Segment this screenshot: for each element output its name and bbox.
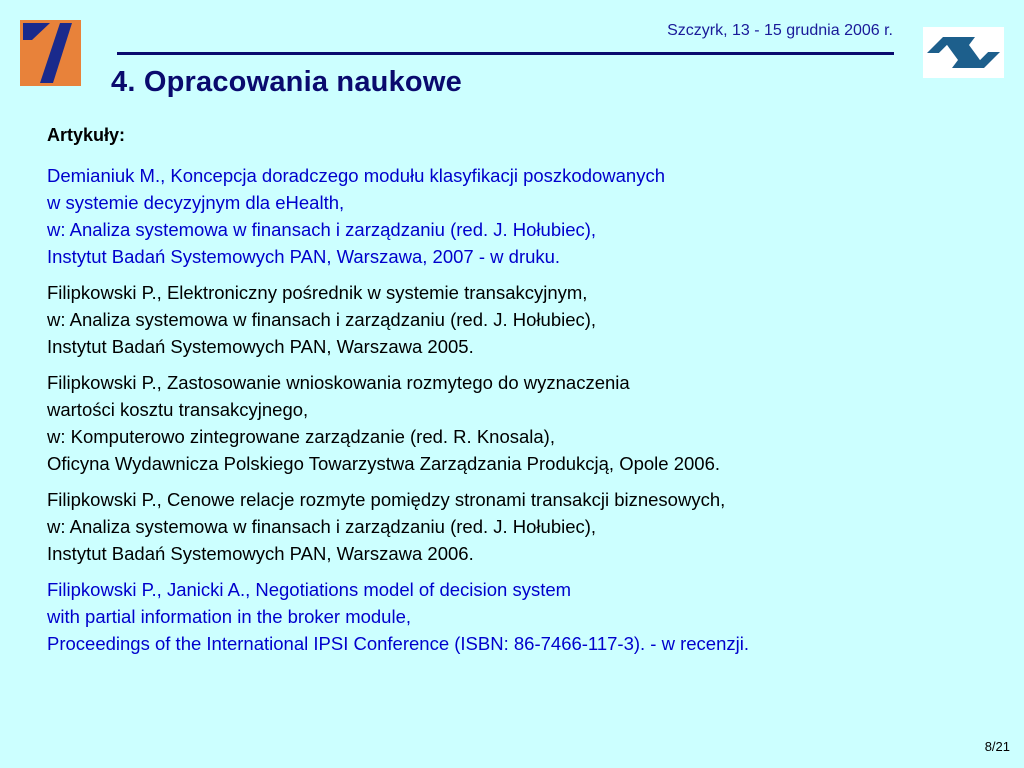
entry-line: Filipkowski P., Janicki A., Negotiations model of decision system [47,579,572,600]
entry-line: Oficyna Wydawnicza Polskiego Towarzystwa Zarządzania Produkcją, Opole 2006. [47,453,721,474]
page-title: 4. Opracowania naukowe [111,66,462,98]
conference-logo-icon [923,27,1004,78]
entry-line: Proceedings of the International IPSI Conference (ISBN: 86-7466-117-3). - w recenzji. [47,633,749,654]
entry-line: w systemie decyzyjnym dla eHealth, [47,192,345,213]
publication-entry [47,369,1007,477]
entry-line: with partial information in the broker module, [47,606,412,627]
entry-line: Demianiuk M., Koncepcja doradczego modułu klasyfikacji poszkodowanych [47,165,666,186]
entry-line: Filipkowski P., Cenowe relacje rozmyte pomiędzy stronami transakcji biznesowych, [47,489,726,510]
header-divider [117,52,894,55]
institute-logo-icon [20,20,81,86]
entry-line: Filipkowski P., Elektroniczny pośrednik w systemie transakcyjnym, [47,282,588,303]
entry-line: w: Analiza systemowa w finansach i zarządzaniu (red. J. Hołubiec), [47,516,597,537]
header-location-date: Szczyrk, 13 - 15 grudnia 2006 r. [667,22,893,39]
entry-line: Filipkowski P., Zastosowanie wnioskowania rozmytego do wyznaczenia [47,372,630,393]
entry-line: Instytut Badań Systemowych PAN, Warszawa, 2007 - w druku. [47,246,561,267]
publication-entry [47,162,1007,270]
entry-line: w: Komputerowo zintegrowane zarządzanie (red. R. Knosala), [47,426,555,447]
page-number: 8/21 [984,739,1010,754]
entry-line: wartości kosztu transakcyjnego, [47,399,309,420]
section-heading: Artykuły: [47,125,126,145]
entry-line: Instytut Badań Systemowych PAN, Warszawa 2006. [47,543,474,564]
publication-entry [47,576,1007,657]
publication-entry [47,279,1007,360]
entry-line: w: Analiza systemowa w finansach i zarządzaniu (red. J. Hołubiec), [47,309,597,330]
publication-list [47,162,1007,666]
publication-entry [47,486,1007,567]
entry-line: w: Analiza systemowa w finansach i zarządzaniu (red. J. Hołubiec), [47,219,597,240]
entry-line: Instytut Badań Systemowych PAN, Warszawa 2005. [47,336,474,357]
